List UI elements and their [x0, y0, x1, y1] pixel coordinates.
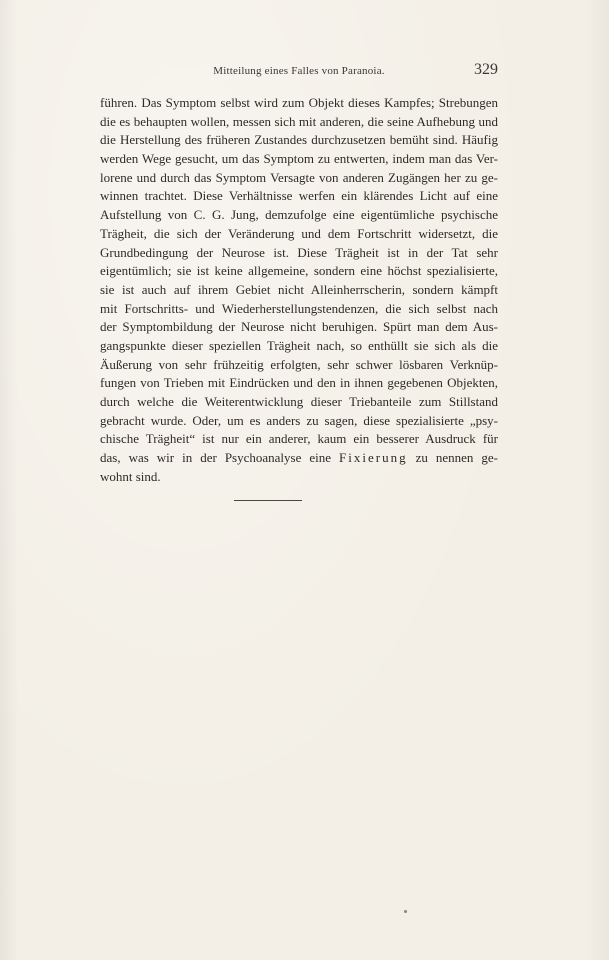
running-head — [100, 62, 498, 80]
text-line: fungen von Trieben mit Eindrücken und den in ihnen gegebenen Objekten, — [100, 375, 498, 391]
text-line: gebracht wurde. Oder, um es anders zu sagen, diese spezialisierte „psy- — [100, 412, 498, 428]
text-line: die Herstellung des früheren Zustandes durchzusetzen bemüht sind. Häufig — [100, 132, 498, 148]
text-line: die es behaupten wollen, messen sich mit anderen, die seine Aufhebung und — [100, 113, 498, 129]
paper-speck — [404, 910, 407, 913]
text-line: winnen trachtet. Diese Verhältnisse werfen ein klärendes Licht auf eine — [100, 188, 498, 204]
text-line: lorene und durch das Symptom Versagte von anderen Zugängen her zu ge- — [100, 169, 498, 185]
body-paragraph — [100, 94, 498, 486]
text-line — [100, 449, 498, 468]
text-fragment: das, was wir in der Psychoanalyse eine — [100, 450, 340, 466]
text-line: eigentümlich; sie ist keine allgemeine, sondern eine höchst spezialisierte, — [100, 263, 498, 279]
text-line: der Symptombildung der Neurose nicht beruhigen. Spürt man dem Aus- — [100, 319, 498, 335]
text-line: chische Trägheit“ ist nur ein anderer, kaum ein besserer Ausdruck für — [100, 431, 498, 447]
text-line: Aufstellung von C. G. Jung, demzufolge eine eigentümliche psychische — [100, 207, 498, 223]
text-line: wohnt sind. — [100, 468, 161, 484]
text-line: durch welche die Weiterentwicklung dieser Triebanteile zum Stillstand — [100, 394, 498, 409]
text-line: führen. Das Symptom selbst wird zum Objekt dieses Kampfes; Strebungen — [100, 95, 498, 110]
running-title: Mitteilung eines Falles von Paranoia. — [213, 65, 385, 77]
text-fragment: zu nennen ge- — [407, 450, 498, 466]
text-line: werden Wege gesucht, um das Symptom zu entwerten, indem man das Ver- — [100, 151, 498, 167]
text-line: mit Fortschritts- und Wiederherstellungstendenzen, die sich selbst nach — [100, 300, 498, 316]
spaced-emphasis: Fixierung — [339, 450, 408, 466]
text-line: Trägheit, die sich der Veränderung und dem Fortschritt widersetzt, die — [100, 225, 498, 241]
text-line: Grundbedingung der Neurose ist. Diese Trägheit ist in der Tat sehr — [100, 244, 498, 260]
text-line: gangspunkte dieser speziellen Trägheit nach, so enthüllt sie sich als die — [100, 337, 498, 353]
text-line: sie ist auch auf ihrem Gebiet nicht Alleinherrscherin, sondern kämpft — [100, 281, 498, 297]
page-number: 329 — [474, 61, 498, 78]
section-divider — [234, 500, 302, 501]
text-line: Äußerung von sehr frühzeitig erfolgten, sehr schwer lösbaren Verknüp- — [100, 356, 498, 372]
